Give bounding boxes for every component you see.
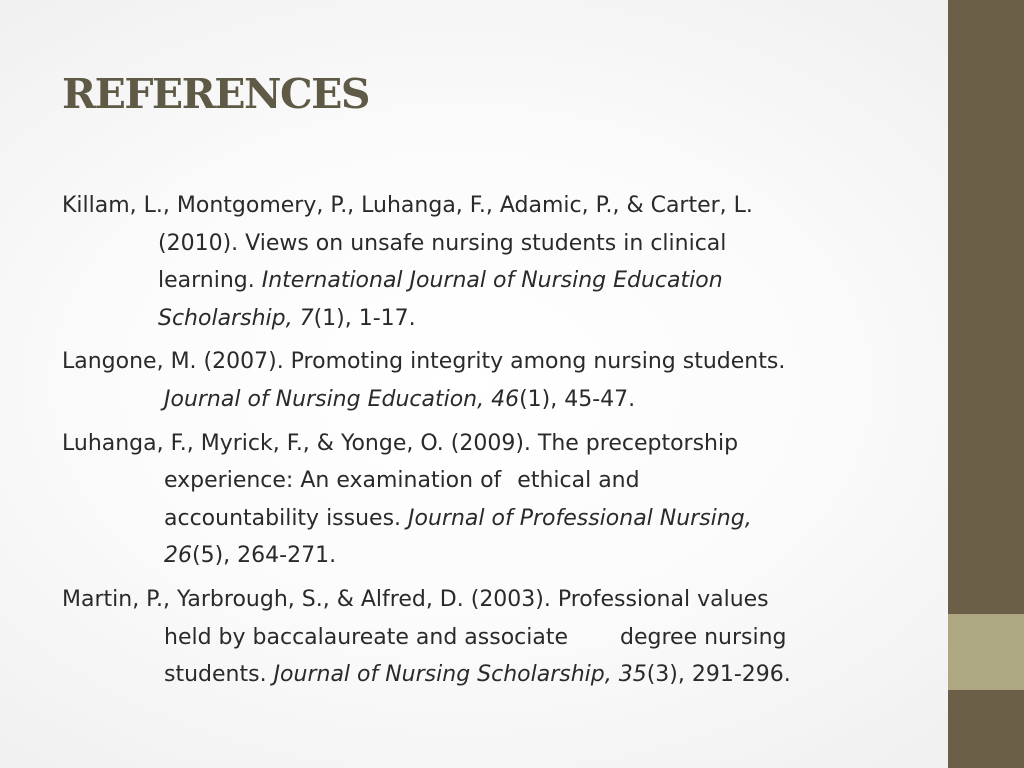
reference-text: held by baccalaureate and associate — [164, 624, 569, 650]
sidebar-accent-block — [948, 614, 1024, 690]
reference-text: students. — [164, 662, 274, 688]
journal-title: Journal of Nursing Scholarship, 35 — [273, 662, 647, 688]
reference-line: Martin, P., Yarbrough, S., & Alfred, D. (2003). Professional values — [62, 586, 769, 612]
volume-number: 26 — [164, 543, 192, 569]
reference-line: Killam, L., Montgomery, P., Luhanga, F., Adamic, P., & Carter, L. — [62, 193, 753, 218]
reference-line: (2010). Views on unsafe nursing students in clinical — [158, 230, 727, 256]
reference-line — [62, 656, 932, 694]
reference-line — [62, 619, 932, 657]
reference-line: Luhanga, F., Myrick, F., & Yonge, O. (2009). The preceptorship — [62, 430, 739, 456]
reference-line — [62, 262, 932, 300]
reference-line — [62, 500, 932, 538]
journal-title: International Journal of Nursing Education — [261, 268, 723, 294]
reference-line — [62, 537, 932, 575]
slide-title: REFERENCES — [62, 70, 369, 118]
reference-item-langone — [62, 343, 932, 418]
reference-item-martin — [62, 581, 932, 694]
journal-title: Scholarship, 7 — [158, 305, 314, 331]
reference-text: (5), 264-271. — [192, 543, 337, 569]
reference-line — [62, 381, 932, 419]
reference-text: (1), 45-47. — [519, 386, 636, 412]
reference-text: accountability issues. — [164, 505, 409, 531]
reference-list — [62, 187, 932, 700]
reference-item-luhanga — [62, 425, 932, 575]
reference-text: learning. — [158, 268, 262, 294]
reference-item-killam — [62, 187, 932, 337]
reference-text: (3), 291-296. — [646, 662, 791, 688]
reference-text: (1), 1-17. — [313, 305, 416, 331]
journal-title: Journal of Nursing Education, 46 — [164, 386, 520, 412]
reference-line: Langone, M. (2007). Promoting integrity among nursing students. — [62, 349, 786, 375]
reference-text: experience: An examination of — [164, 468, 502, 494]
reference-line — [62, 462, 932, 500]
journal-title: Journal of Professional Nursing, — [408, 505, 752, 531]
reference-text: ethical and — [517, 468, 640, 494]
reference-line — [62, 300, 932, 338]
reference-text: degree nursing — [620, 624, 787, 650]
